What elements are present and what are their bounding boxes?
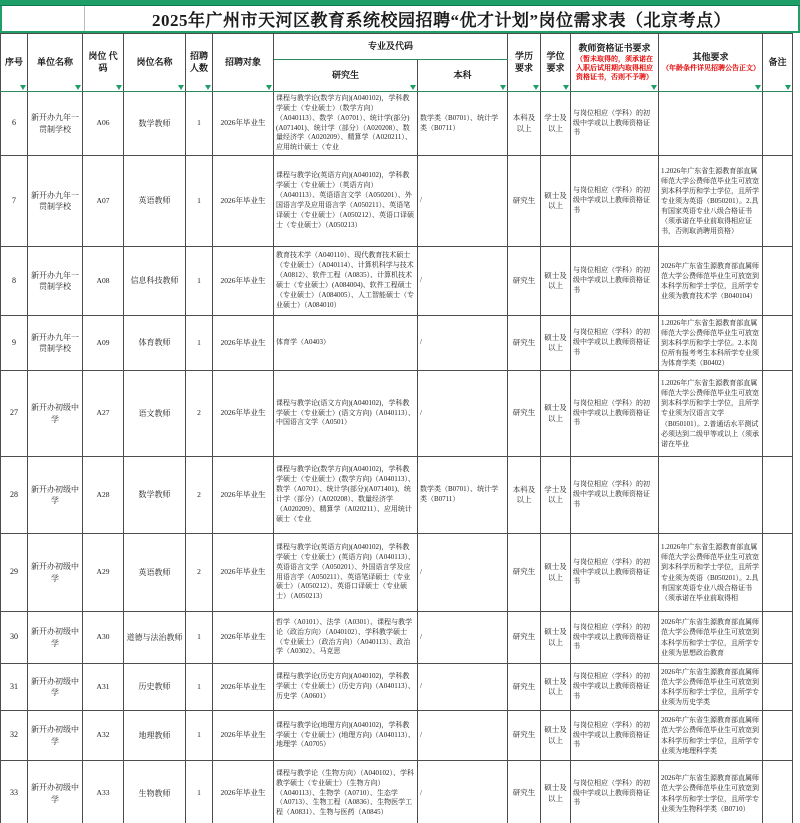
cell-recruit-target: 2026年毕业生	[213, 664, 274, 711]
cell-position-code: A27	[83, 371, 124, 457]
cell-cert-requirement: 与岗位相应（学科）的初级中学或以上教师资格证书	[571, 371, 659, 457]
cell-recruit-target: 2026年毕业生	[213, 316, 274, 371]
cell-undergrad-majors: /	[418, 371, 508, 457]
cell-cert-requirement: 与岗位相应（学科）的初级中学或以上教师资格证书	[571, 316, 659, 371]
cell-degree-requirement: 学士及以上	[541, 92, 571, 156]
cell-cert-requirement: 与岗位相应（学科）的初级中学或以上教师资格证书	[571, 92, 659, 156]
cell-unit-name: 新开办九年一贯制学校	[28, 316, 83, 371]
cell-recruit-target: 2026年毕业生	[213, 371, 274, 457]
cell-undergrad-majors: /	[418, 761, 508, 823]
cell-undergrad-majors: /	[418, 664, 508, 711]
cell-seq: 32	[1, 711, 28, 761]
filter-dropdown-icon[interactable]	[75, 85, 81, 90]
cell-recruit-count: 1	[186, 247, 213, 316]
cell-edu-requirement: 研究生	[508, 316, 541, 371]
cell-other-requirement: 2026年广东省生源教育部直属师范大学公费师范毕业生可放宽到本科学历和学士学位，且所学专业须为历史学类	[659, 664, 763, 711]
col-header-code	[83, 34, 124, 92]
col-header-remark-label: 备注	[768, 56, 787, 67]
col-header-seq-label: 序号	[4, 56, 23, 67]
cell-edu-requirement: 本科及以上	[508, 457, 541, 534]
table-row	[1, 316, 793, 371]
cell-recruit-count: 1	[186, 664, 213, 711]
col-header-major-group-label: 专业及代码	[368, 40, 414, 51]
cell-seq: 9	[1, 316, 28, 371]
cell-recruit-target: 2026年毕业生	[213, 711, 274, 761]
cell-other-requirement: 1.2026年广东省生源教育部直属师范大学公费师范毕业生可放宽到本科学历和学士学位。2.本岗位所有报考考生本科所学专业须为体育学类（B0402）	[659, 316, 763, 371]
cell-other-requirement: 1.2026年广东省生源教育部直属师范大学公费师范毕业生可放宽到本科学历和学士学位，且所学专业须为英语（B050201）。2.具有国家英语专业八级合格证书（须承诺在毕业前取得相应证书，否则取消聘用资格）	[659, 156, 763, 247]
cell-recruit-target: 2026年毕业生	[213, 156, 274, 247]
table-row	[1, 371, 793, 457]
cell-unit-name: 新开办九年一贯制学校	[28, 247, 83, 316]
cell-seq: 28	[1, 457, 28, 534]
cell-unit-name: 新开办初级中学	[28, 534, 83, 612]
cell-edu-requirement: 本科及以上	[508, 92, 541, 156]
cell-recruit-count: 2	[186, 457, 213, 534]
cell-position-code: A33	[83, 761, 124, 823]
table-row	[1, 711, 793, 761]
cell-position-code: A08	[83, 247, 124, 316]
cell-edu-requirement: 研究生	[508, 156, 541, 247]
cell-other-requirement: 2026年广东省生源教育部直属师范大学公费师范毕业生可放宽到本科学历和学士学位，且所学专业须为地理科学类	[659, 711, 763, 761]
cell-cert-requirement: 与岗位相应（学科）的初级中学或以上教师资格证书	[571, 761, 659, 823]
cell-remark	[763, 761, 793, 823]
cell-seq: 33	[1, 761, 28, 823]
cell-recruit-count: 1	[186, 156, 213, 247]
col-header-edu	[508, 34, 541, 92]
col-header-other-note: （年龄条件详见招聘公告正文）	[662, 64, 761, 73]
cell-position-code: A29	[83, 534, 124, 612]
cell-degree-requirement: 硕士及以上	[541, 534, 571, 612]
cell-grad-majors: 哲学（A0101）、法学（A0301）、课程与教学论（政治方向）（A040102）、学科教学硕士（专业硕士）（政治方向）（A040113）、政治学（A0302）、马克思	[274, 612, 418, 664]
col-header-cert-note: （暂未取得的，须承诺在入职后试用期内取得相应资格证书，否则不予聘）	[576, 54, 654, 82]
cell-undergrad-majors: /	[418, 156, 508, 247]
col-header-count-label: 招聘 人数	[189, 51, 208, 73]
filter-dropdown-icon[interactable]	[178, 85, 184, 90]
cell-position-code: A32	[83, 711, 124, 761]
cell-position-code: A06	[83, 92, 124, 156]
cell-edu-requirement: 研究生	[508, 247, 541, 316]
col-header-degree	[541, 34, 571, 92]
cell-cert-requirement: 与岗位相应（学科）的初级中学或以上教师资格证书	[571, 711, 659, 761]
table-row	[1, 156, 793, 247]
col-header-unit-label: 单位名称	[36, 56, 73, 67]
cell-undergrad-majors: /	[418, 247, 508, 316]
cell-edu-requirement: 研究生	[508, 711, 541, 761]
cell-degree-requirement: 硕士及以上	[541, 664, 571, 711]
cell-position-name: 道德与法治教师	[124, 612, 186, 664]
cell-grad-majors: 课程与教学论(英语方向)(A040102)，学科教学硕士（专业硕士）（英语方向）（A040113）、英语语言文学（A050201）、外国语言学及应用语言学（A050211）、英语笔译硕士（专业硕士）（A050212）、英语口译硕士（专业硕士）（A050213）	[274, 156, 418, 247]
cell-grad-majors: 课程与教学论(历史方向)(A040102)，学科教学硕士（专业硕士）(历史方向)（A040113）、历史学（A0601）	[274, 664, 418, 711]
cell-degree-requirement: 硕士及以上	[541, 247, 571, 316]
cell-unit-name: 新开办九年一贯制学校	[28, 92, 83, 156]
cell-other-requirement	[659, 457, 763, 534]
cell-position-name: 英语教师	[124, 156, 186, 247]
table-row	[1, 92, 793, 156]
cell-degree-requirement: 硕士及以上	[541, 156, 571, 247]
cell-other-requirement: 2026年广东省生源教育部直属师范大学公费师范毕业生可放宽到本科学历和学士学位，且所学专业须为教育技术学（B040104）	[659, 247, 763, 316]
cell-recruit-target: 2026年毕业生	[213, 761, 274, 823]
cell-grad-majors: 体育学（A0403）	[274, 316, 418, 371]
filter-dropdown-icon[interactable]	[533, 85, 539, 90]
cell-recruit-count: 2	[186, 534, 213, 612]
cell-position-name: 语文教师	[124, 371, 186, 457]
cell-unit-name: 新开办初级中学	[28, 664, 83, 711]
cell-degree-requirement: 硕士及以上	[541, 316, 571, 371]
col-header-seq	[1, 34, 28, 92]
filter-dropdown-icon[interactable]	[410, 85, 416, 90]
table-row	[1, 457, 793, 534]
col-header-count	[186, 34, 213, 92]
cell-undergrad-majors: /	[418, 316, 508, 371]
title-row	[0, 6, 800, 33]
filter-dropdown-icon[interactable]	[205, 85, 211, 90]
cell-unit-name: 新开办初级中学	[28, 761, 83, 823]
col-header-cert-label: 教师资格证书要求	[578, 42, 651, 53]
cell-other-requirement: 2026年广东省生源教育部直属师范大学公费师范毕业生可放宽到本科学历和学士学位，且所学专业须为生物科学类（B0710）	[659, 761, 763, 823]
cell-unit-name: 新开办初级中学	[28, 711, 83, 761]
cell-remark	[763, 711, 793, 761]
cell-position-name: 地理教师	[124, 711, 186, 761]
table-header	[1, 34, 793, 92]
cell-unit-name: 新开办九年一贯制学校	[28, 156, 83, 247]
filter-dropdown-icon[interactable]	[266, 85, 272, 90]
col-header-degree-label: 学位 要求	[546, 51, 565, 73]
cell-undergrad-majors: /	[418, 534, 508, 612]
job-table	[0, 33, 793, 823]
cell-edu-requirement: 研究生	[508, 371, 541, 457]
cell-recruit-target: 2026年毕业生	[213, 457, 274, 534]
table-row	[1, 247, 793, 316]
col-header-cert	[571, 34, 659, 92]
col-header-job	[124, 34, 186, 92]
cell-position-name: 信息科技教师	[124, 247, 186, 316]
col-header-target	[213, 34, 274, 92]
cell-recruit-target: 2026年毕业生	[213, 612, 274, 664]
cell-position-code: A28	[83, 457, 124, 534]
cell-undergrad-majors: /	[418, 612, 508, 664]
cell-recruit-count: 1	[186, 711, 213, 761]
cell-undergrad-majors: /	[418, 711, 508, 761]
col-header-grad-label: 研究生	[331, 69, 359, 80]
cell-position-name: 生物教师	[124, 761, 186, 823]
cell-recruit-count: 1	[186, 316, 213, 371]
cell-seq: 27	[1, 371, 28, 457]
col-header-grad	[274, 60, 418, 92]
filter-dropdown-icon[interactable]	[651, 85, 657, 90]
cell-recruit-count: 1	[186, 92, 213, 156]
filter-dropdown-icon[interactable]	[785, 85, 791, 90]
cell-edu-requirement: 研究生	[508, 761, 541, 823]
col-header-edu-label: 学历 要求	[515, 51, 534, 73]
cell-cert-requirement: 与岗位相应（学科）的初级中学或以上教师资格证书	[571, 534, 659, 612]
filter-dropdown-icon[interactable]	[755, 85, 761, 90]
cell-position-name: 数学教师	[124, 92, 186, 156]
col-header-other-label: 其他要求	[692, 51, 729, 62]
cell-seq: 30	[1, 612, 28, 664]
table-body	[1, 92, 793, 823]
cell-remark	[763, 156, 793, 247]
cell-undergrad-majors: 数学类（B0701）、统计学类（B0711）	[418, 457, 508, 534]
cell-cert-requirement: 与岗位相应（学科）的初级中学或以上教师资格证书	[571, 457, 659, 534]
cell-recruit-count: 1	[186, 612, 213, 664]
cell-other-requirement: 1.2026年广东省生源教育部直属师范大学公费师范毕业生可放宽到本科学历和学士学位，且所学专业须为英语（B050201）。2.具有国家英语专业八级合格证书（须承诺在毕业前取得相	[659, 534, 763, 612]
cell-remark	[763, 457, 793, 534]
col-header-major-group	[274, 34, 508, 60]
cell-remark	[763, 316, 793, 371]
cell-recruit-target: 2026年毕业生	[213, 534, 274, 612]
page-title: 2025年广州市天河区教育系统校园招聘“优才计划”岗位需求表（北京考点）	[152, 11, 731, 30]
cell-position-name: 体育教师	[124, 316, 186, 371]
cell-cert-requirement: 与岗位相应（学科）的初级中学或以上教师资格证书	[571, 247, 659, 316]
cell-edu-requirement: 研究生	[508, 664, 541, 711]
col-header-code-label: 岗位 代码	[88, 51, 118, 73]
cell-grad-majors: 课程与教学论（生物方向）（A040102）、学科教学硕士（专业硕士）（生物方向）（A040113）、生物学（A0710）、生态学（A0713）、生物工程（A0836）、生物医学工程（A0831）、生物与医药（A0845）	[274, 761, 418, 823]
cell-degree-requirement: 硕士及以上	[541, 371, 571, 457]
cell-other-requirement: 1.2026年广东省生源教育部直属师范大学公费师范毕业生可放宽到本科学历和学士学位，且所学专业须为汉语言文学（B050101）。2.普通话水平测试必须达到二级甲等或以上（须承诺在毕业	[659, 371, 763, 457]
cell-recruit-count: 1	[186, 761, 213, 823]
cell-other-requirement: 2026年广东省生源教育部直属师范大学公费师范毕业生可放宽到本科学历和学士学位，且所学专业须为思想政治教育	[659, 612, 763, 664]
table-row	[1, 612, 793, 664]
table-row	[1, 664, 793, 711]
cell-remark	[763, 247, 793, 316]
cell-degree-requirement: 硕士及以上	[541, 761, 571, 823]
cell-cert-requirement: 与岗位相应（学科）的初级中学或以上教师资格证书	[571, 664, 659, 711]
cell-other-requirement	[659, 92, 763, 156]
cell-edu-requirement: 研究生	[508, 534, 541, 612]
cell-unit-name: 新开办初级中学	[28, 457, 83, 534]
cell-degree-requirement: 硕士及以上	[541, 711, 571, 761]
cell-seq: 6	[1, 92, 28, 156]
col-header-job-label: 岗位名称	[136, 56, 173, 67]
cell-position-code: A09	[83, 316, 124, 371]
cell-recruit-target: 2026年毕业生	[213, 92, 274, 156]
cell-recruit-target: 2026年毕业生	[213, 247, 274, 316]
cell-remark	[763, 371, 793, 457]
col-header-undergrad	[418, 60, 508, 92]
col-header-unit	[28, 34, 83, 92]
cell-seq: 8	[1, 247, 28, 316]
cell-degree-requirement: 学士及以上	[541, 457, 571, 534]
cell-position-code: A07	[83, 156, 124, 247]
col-header-undergrad-label: 本科	[453, 69, 472, 80]
cell-unit-name: 新开办初级中学	[28, 371, 83, 457]
col-header-target-label: 招聘对象	[224, 56, 261, 67]
cell-cert-requirement: 与岗位相应（学科）的初级中学或以上教师资格证书	[571, 612, 659, 664]
filter-dropdown-icon[interactable]	[116, 85, 122, 90]
cell-grad-majors: 教育技术学（A040110）、现代教育技术硕士（专业硕士）（A040114）、计算机科学与技术（A0812）、软件工程（A0835）、计算机技术硕士（专业硕士）(A084004)、软件工程硕士（专业硕士）（A084005）、人工智能硕士（专业硕士）（A084010）	[274, 247, 418, 316]
table-row	[1, 534, 793, 612]
table-row	[1, 761, 793, 823]
cell-undergrad-majors: 数学类（B0701）、统计学类（B0711）	[418, 92, 508, 156]
cell-grad-majors: 课程与教学论(数学方向)(A040102)，学科教学硕士（专业硕士）(数学方向)（A040113）、数学（A0701）、统计学(部分)(A071401)、统计学（部分）（A020208）、数量经济学（A020209）、精算学（A020211）、应用统计硕士（专业	[274, 457, 418, 534]
filter-dropdown-icon[interactable]	[563, 85, 569, 90]
cell-seq: 31	[1, 664, 28, 711]
cell-grad-majors: 课程与教学论(英语方向)(A040102)，学科教学硕士（专业硕士）(英语方向)（A040113）、英语语言文学（A050201）、外国语言学及应用语言学（A050211）、英语笔译硕士（专业硕士）（A050212）、英语口译硕士（专业硕士）（A050213）	[274, 534, 418, 612]
cell-position-name: 英语教师	[124, 534, 186, 612]
cell-cert-requirement: 与岗位相应（学科）的初级中学或以上教师资格证书	[571, 156, 659, 247]
cell-position-name: 数学教师	[124, 457, 186, 534]
cell-recruit-count: 2	[186, 371, 213, 457]
filter-dropdown-icon[interactable]	[20, 85, 26, 90]
cell-position-name: 历史教师	[124, 664, 186, 711]
cell-grad-majors: 课程与教学论(语文方向)(A040102)，学科教学硕士（专业硕士）(语文方向)（A040113）、中国语言文学（A0501）	[274, 371, 418, 457]
cell-remark	[763, 664, 793, 711]
col-header-other	[659, 34, 763, 92]
cell-remark	[763, 92, 793, 156]
cell-remark	[763, 534, 793, 612]
cell-grad-majors: 课程与教学论(数学方向)(A040102)，学科教学硕士（专业硕士）（数学方向）（A040113）、数学（A0701）、统计学(部分)(A071401)、统计学（部分）（A020208）、数量经济学（A020209）、精算学（A020211）、应用统计硕士（专业	[274, 92, 418, 156]
col-header-remark	[763, 34, 793, 92]
cell-seq: 7	[1, 156, 28, 247]
cell-edu-requirement: 研究生	[508, 612, 541, 664]
cell-remark	[763, 612, 793, 664]
cell-seq: 29	[1, 534, 28, 612]
cell-position-code: A31	[83, 664, 124, 711]
title-left-empty-cell	[2, 6, 85, 31]
cell-unit-name: 新开办初级中学	[28, 612, 83, 664]
cell-degree-requirement: 硕士及以上	[541, 612, 571, 664]
filter-dropdown-icon[interactable]	[500, 85, 506, 90]
cell-grad-majors: 课程与教学论(地理方向)(A040102)，学科教学硕士（专业硕士）(地理方向)（A040113）、地理学（A0705）	[274, 711, 418, 761]
cell-position-code: A30	[83, 612, 124, 664]
